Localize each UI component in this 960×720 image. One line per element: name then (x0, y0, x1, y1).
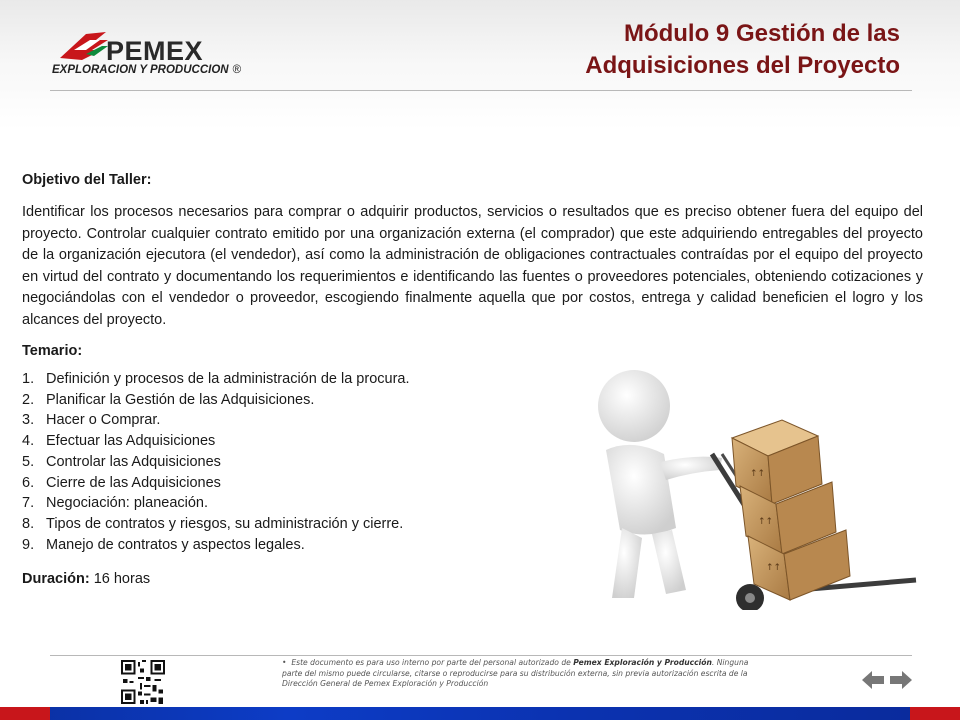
arrow-right-icon[interactable] (890, 670, 912, 690)
arrow-left-icon[interactable] (862, 670, 884, 690)
list-item: 6. Cierre de las Adquisiciones (22, 474, 221, 491)
page-title (585, 18, 900, 82)
list-item: 5. Controlar las Adquisiciones (22, 453, 221, 470)
list-item: 4. Efectuar las Adquisiciones (22, 433, 216, 450)
confidentiality-note: • Este documento es para uso interno por parte del personal autorizado de Pemex Exploración y Producción. Ninguna parte del mismo puede circularse, citarse o reproducirse para su distribución externa, sin previa autorización escrita de la Dirección General de Pemex Exploración y Producción (282, 658, 749, 688)
svg-text:↑↑: ↑↑ (758, 517, 774, 527)
footer-divider (50, 655, 912, 656)
hand-truck-illustration (536, 358, 934, 610)
slide-navigation (862, 670, 914, 690)
header-divider (50, 90, 912, 91)
temario-heading: Temario: (22, 343, 83, 359)
title-line-2: Adquisiciones del Proyecto (585, 52, 900, 79)
bottom-color-bar (0, 707, 960, 720)
svg-text:↑↑: ↑↑ (766, 563, 782, 573)
list-item: 1. Definición y procesos de la administración de la procura. (22, 371, 410, 387)
duracion-label: Duración: (22, 571, 90, 588)
qr-code-icon (121, 660, 165, 704)
list-item: 3. Hacer o Comprar. (22, 412, 161, 429)
logo-wordmark: PEMEX (106, 36, 204, 66)
objetivo-heading: Objetivo del Taller: (22, 172, 152, 188)
duracion-value: 16 horas (93, 571, 151, 588)
title-line-1: Módulo 9 Gestión de las (623, 20, 900, 47)
svg-text:↑↑: ↑↑ (750, 469, 766, 479)
list-item: 7. Negociación: planeación. (22, 495, 209, 512)
pemex-logo (50, 28, 242, 82)
list-item: 8. Tipos de contratos y riesgos, su administración y cierre. (22, 515, 404, 532)
logo-subtitle: EXPLORACION Y PRODUCCION ® (52, 64, 242, 76)
list-item: 9. Manejo de contratos y aspectos legales. (22, 536, 305, 553)
objetivo-paragraph: Identificar los procesos necesarios para comprar o adquirir productos, servicios o resultados que es preciso obtener fuera del equipo del proyecto. Controlar cualquier contrato emitido por una organización externa (el comprador) que este adquiriendo entregables del proyecto de la organización ejecutora (el vendedor), así como la administración de obligaciones contractuales contraídas por el equipo del proyecto en virtud del contrato y documentando los requerimientos e identificando las fuentes o proveedores potenciales, obteniendo cotizaciones y negociándolas con el vendedor o proveedor, escogiendo finalmente aquella que por costos, entrega y calidad beneficien el logro y los alcances del proyecto. (22, 204, 923, 328)
list-item: 2. Planificar la Gestión de las Adquisiciones. (22, 391, 315, 408)
